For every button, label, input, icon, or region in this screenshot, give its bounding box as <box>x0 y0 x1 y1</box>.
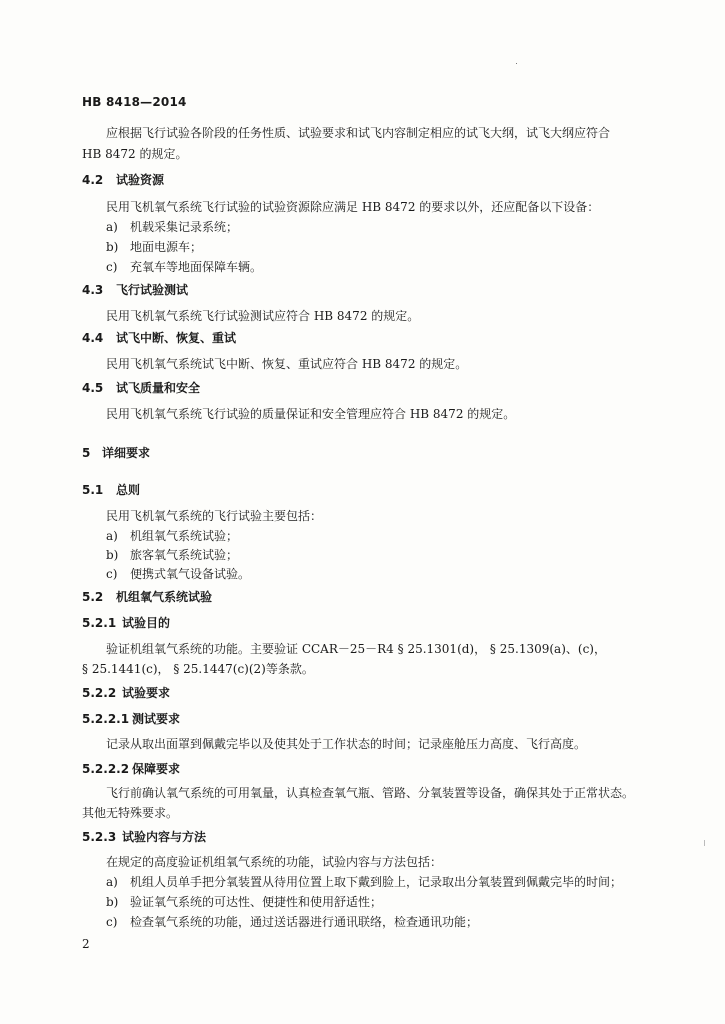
list-item <box>106 239 202 255</box>
section-title: 测试要求 <box>132 712 181 726</box>
document-id: HB 8418—2014 <box>82 95 187 109</box>
section-heading-5-2 <box>82 589 212 605</box>
list-marker: b) <box>106 240 119 254</box>
list-marker: a) <box>106 875 118 889</box>
section-title: 试验目的 <box>122 616 171 630</box>
section-heading-4-2 <box>82 172 164 188</box>
section-heading-4-5 <box>82 380 200 396</box>
section-heading-5-1 <box>82 482 140 498</box>
scan-speck <box>516 63 517 64</box>
section-number: 5.2.3 <box>82 830 117 844</box>
paragraph-line: HB 8472 的规定。 <box>82 147 188 161</box>
section-number: 5.2 <box>82 590 104 604</box>
page-number: 2 <box>82 937 90 951</box>
list-marker: c) <box>106 567 118 581</box>
section-title: 试验要求 <box>122 686 171 700</box>
paragraph-line: 民用飞机氧气系统的飞行试验主要包括： <box>106 509 323 523</box>
paragraph-line: 民用飞机氧气系统试飞中断、恢复、重试应符合 HB 8472 的规定。 <box>106 357 468 371</box>
paragraph-line: 应根据飞行试验各阶段的任务性质、试验要求和试飞内容制定相应的试飞大纲，试飞大纲应符合 <box>106 126 611 140</box>
list-text: 机载采集记录系统； <box>130 220 239 234</box>
section-heading-5-2-2-1 <box>82 711 180 727</box>
list-text: 地面电源车； <box>130 240 203 254</box>
list-item <box>106 894 382 910</box>
section-heading-5-2-3 <box>82 829 206 845</box>
list-text: 旅客氧气系统试验； <box>130 548 239 562</box>
list-text: 检查氧气系统的功能，通过送话器进行通讯联络，检查通讯功能； <box>130 915 479 929</box>
section-heading-5-2-2 <box>82 685 170 701</box>
section-title: 试飞中断、恢复、重试 <box>116 331 237 345</box>
section-title: 试验资源 <box>116 173 165 187</box>
section-heading-4-3 <box>82 282 188 298</box>
paragraph-line: 民用飞机氧气系统飞行试验测试应符合 HB 8472 的规定。 <box>106 309 420 323</box>
list-text: 充氧车等地面保障车辆。 <box>130 260 263 274</box>
list-item <box>106 874 622 890</box>
list-text: 机组氧气系统试验； <box>130 529 239 543</box>
section-number: 5.2.1 <box>82 616 117 630</box>
list-text: 机组人员单手把分氧装置从待用位置上取下戴到脸上，记录取出分氧装置到佩戴完毕的时间； <box>130 875 623 889</box>
paragraph-line: § 25.1441(c)， § 25.1447(c)(2)等条款。 <box>82 662 314 676</box>
section-title: 详细要求 <box>102 446 151 460</box>
list-marker: c) <box>106 915 118 929</box>
section-heading-5-2-1 <box>82 615 170 631</box>
list-marker: c) <box>106 260 118 274</box>
section-number: 5.1 <box>82 483 104 497</box>
section-number: 4.5 <box>82 381 104 395</box>
list-item <box>106 528 238 544</box>
section-heading-4-4 <box>82 330 236 346</box>
list-text: 便携式氧气设备试验。 <box>130 567 251 581</box>
list-item <box>106 914 478 930</box>
section-heading-5-2-2-2 <box>82 761 180 777</box>
list-item <box>106 547 238 563</box>
section-number: 5 <box>82 446 91 460</box>
list-item <box>106 566 250 582</box>
section-title: 试飞质量和安全 <box>116 381 201 395</box>
section-number: 5.2.2.1 <box>82 712 130 726</box>
list-text: 验证氧气系统的可达性、便捷性和使用舒适性； <box>130 895 383 909</box>
list-marker: b) <box>106 895 119 909</box>
section-number: 5.2.2.2 <box>82 762 130 776</box>
paragraph-line: 在规定的高度验证机组氧气系统的功能，试验内容与方法包括： <box>106 855 443 869</box>
section-title: 机组氧气系统试验 <box>116 590 213 604</box>
section-heading-5 <box>82 445 150 461</box>
section-number: 5.2.2 <box>82 686 117 700</box>
list-marker: a) <box>106 529 118 543</box>
section-number: 4.4 <box>82 331 104 345</box>
section-title: 飞行试验测试 <box>116 283 189 297</box>
list-item <box>106 219 238 235</box>
list-marker: b) <box>106 548 119 562</box>
paragraph-line: 验证机组氧气系统的功能。主要验证 CCAR－25－R4 § 25.1301(d)， § 25.1309(a)、(c)， <box>106 642 606 656</box>
paragraph-line: 记录从取出面罩到佩戴完毕以及使其处于工作状态的时间；记录座舱压力高度、飞行高度。 <box>106 737 587 751</box>
section-title: 保障要求 <box>132 762 181 776</box>
paragraph-line: 飞行前确认氧气系统的可用氧量，认真检查氧气瓶、管路、分氧装置等设备，确保其处于正常状态。 <box>106 786 635 800</box>
scan-speck <box>704 840 705 846</box>
paragraph-line: 民用飞机氧气系统飞行试验的试验资源除应满足 HB 8472 的要求以外，还应配备以下设备： <box>106 200 600 214</box>
section-number: 4.2 <box>82 173 104 187</box>
section-title: 试验内容与方法 <box>122 830 207 844</box>
paragraph-line: 其他无特殊要求。 <box>82 806 179 820</box>
list-marker: a) <box>106 220 118 234</box>
section-title: 总则 <box>116 483 141 497</box>
paragraph-line: 民用飞机氧气系统飞行试验的质量保证和安全管理应符合 HB 8472 的规定。 <box>106 407 516 421</box>
section-number: 4.3 <box>82 283 104 297</box>
list-item <box>106 259 262 275</box>
